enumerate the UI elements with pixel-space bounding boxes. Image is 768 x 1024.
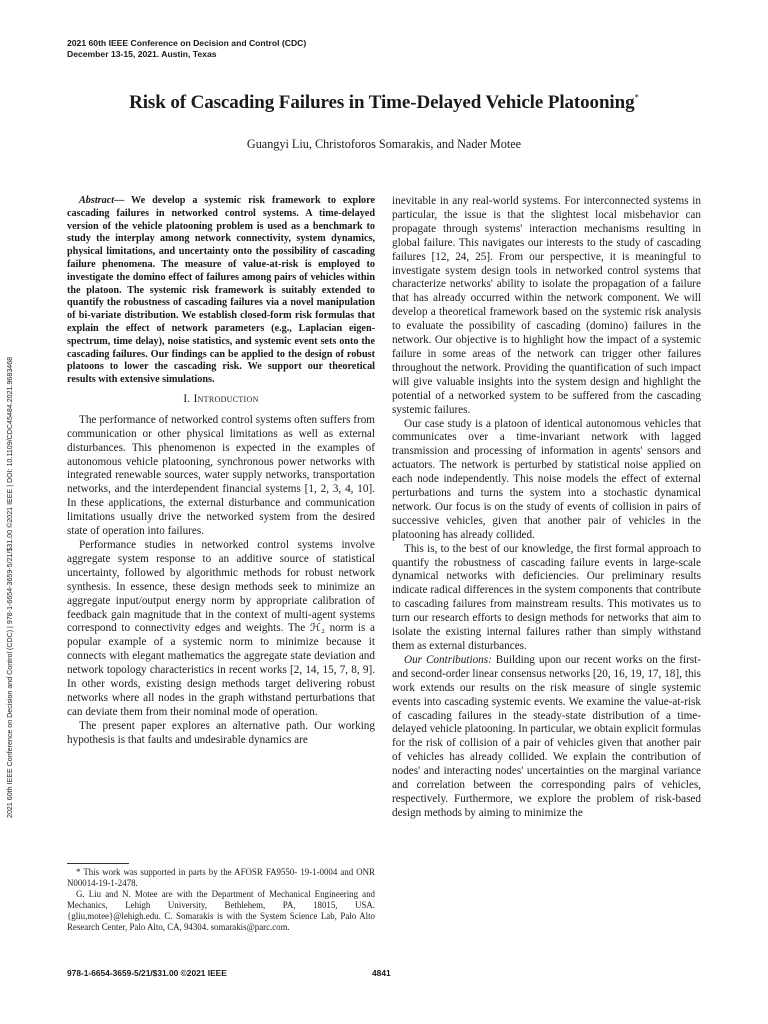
paragraph: This is, to the best of our knowledge, the first formal approach to quantify the robustness of cascading failure events in large-scale dynamical networks with deficiencies. Our preliminary results indicate radical differences in the system components that contribute to cascading failures from mainstream results. This motivates us to turn our research efforts to design methods for networks that aim to isolate the existing internal failures rather than simply withstand them as external disturbances. — [392, 542, 701, 652]
left-column — [67, 195, 375, 748]
abstract-text: — We develop a systemic risk framework to explore cascading failures in networked control systems. A time-delayed version of the vehicle platooning problem is used as a benchmark to study the interplay among network connectivity, system dynamics, physical limitations, and uncertainty onto the possibility of cascading failure phenomena. The measure of value-at-risk is employed to investigate the domino effect of failures among pairs of vehicles within the platoon. The systemic risk framework is suitably extended to quantify the robustness of cascading failures via a novel manipulation of bi-variate distribution. We establish closed-form risk formulas that explain the effect of network parameters (e.g., Laplacian eigen-spectrum, time delay), noise statistics, and systemic event sets onto the cascading failures. Our findings can be applied to the design of robust platoons to lower the cascading risk. We support our theoretical results with extensive simulations. — [67, 195, 375, 386]
section-numeral: I. — [183, 392, 191, 405]
contributions-paragraph — [392, 654, 701, 821]
paragraph: Our case study is a platoon of identical autonomous vehicles that communicates over a time-invariant network with lagged transmission and processing of information in agents' sensors and actuators. The network is perturbed by statistical noise applied on each node independently. This noise models the effect of external perturbations and turns the system into a stochastic dynamical network. Our focus is on the study of events of collision in pairs of successive vehicles, given that another pair of vehicles in the platooning has already collided. — [392, 417, 701, 541]
right-column — [392, 195, 701, 821]
conference-header — [67, 38, 306, 60]
doi-sidebar: 2021 60th IEEE Conference on Decision and Control (CDC) | 978-1-6654-3659-5/21/$31.00 ©2021 IEEE | DOI: 10.1109/CDC45484.2021.9683468 — [6, 356, 14, 818]
section-title: Introduction — [193, 392, 259, 405]
footnotes — [67, 867, 375, 933]
abstract-lead: Abstract — [79, 195, 115, 206]
abstract — [67, 195, 375, 387]
paragraph: The performance of networked control systems often suffers from communication or other physical limitations as well as external disturbances. This phenomenon is expected in the examples of autonomous vehicle platooning, synchronous power networks with integrated renewable sources, water supply networks, transportation networks, and the interdependent financial systems [1, 2, 3, 4, 10]. In these applications, the external disturbance and communication limitations usually drive the networked system from the desired state of operation into failures. — [67, 413, 375, 538]
isbn-footer: 978-1-6654-3659-5/21/$31.00 ©2021 IEEE — [67, 968, 227, 978]
contributions-lead: Our Contributions: — [404, 653, 492, 666]
conference-name: 2021 60th IEEE Conference on Decision and Control (CDC) — [67, 38, 307, 48]
paragraph: Performance studies in networked control systems involve aggregate system response to an additive source of statistical uncertainty, followed by algorithmic methods for robust network synthesis. In essence, these design methods seek to minimize an aggregate input/output energy norm by appropriate calibration of feedback gain magnitude that in the context of multi-agent systems correspond to connectivity edges and weights. The ℋ₂ norm is a popular example of a systemic norm to minimize because it connects with elegant mathematics the aggregate state deviation and network topology characteristics in recent works [2, 14, 15, 7, 8, 9]. In other words, existing design methods target delivering robust networks where all nodes in the graph withstand perturbations that can deviate them from their nominal mode of operation. — [67, 539, 375, 718]
section-heading — [67, 393, 375, 407]
author-list: Guangyi Liu, Christoforos Somarakis, and Nader Motee — [246, 137, 522, 151]
paragraph: inevitable in any real-world systems. For interconnected systems in particular, the issue is that the slightest local misbehavior can propagate through systems' interaction mechanisms resulting in global failure. This navigates our interests to the study of cascading failures [12, 24, 25]. From our perspective, it is meaningful to investigate system design tools in networked control systems that characterize networks' ability to isolate the propagation of a failure that has already occurred within the network component. We will develop a theoretical framework based on the systemic risk analysis to evaluate the possibility of cascading (domino) failures in the network. Our objective is to highlight how the impact of a systemic failure in some areas of the network can trigger other failures throughout the network. Providing the quantification of such impact will give valuable insights into the system design and highlight the potential of a networked system to be suffered from the cascading systemic failures. — [392, 195, 701, 416]
paragraph: The present paper explores an alternative path. Our working hypothesis is that faults and undesirable dynamics are — [67, 719, 375, 746]
page-number: 4841 — [372, 968, 391, 978]
affiliation-footnote: G. Liu and N. Motee are with the Department of Mechanical Engineering and Mechanics, Lehigh University, Bethlehem, PA, 18015, USA. {gliu,motee}@lehigh.edu. C. Somarakis is with the System Science Lab, Palo Alto Research Center, Palo Alto, CA, 94304. somarakis@parc.com. — [67, 889, 375, 932]
conference-dates: December 13-15, 2021. Austin, Texas — [67, 49, 217, 59]
paper-title — [0, 92, 768, 114]
title-footnote-mark: * — [634, 92, 639, 103]
paper-title-text: Risk of Cascading Failures in Time-Delayed Vehicle Platooning — [129, 92, 635, 113]
contributions-text: Building upon our recent works on the first- and second-order linear consensus networks [20, 16, 19, 17, 18], this work extends our results on the risk measure of single systemic events into cascading systemic events. We examine the value-at-risk of cascading failures in the steady-state distribution of a time-delayed vehicle platooning. In particular, we obtain explicit formulas for the risk of collision of a pair of vehicles given that another pair of vehicles has already collided. We explain the contribution of nodes' and interacting nodes' uncertainties on the marginal variance and correlation between the corresponding pairs of vehicles, respectively. Furthermore, we explore the problem of risk-based design methods by aiming to minimize the — [392, 653, 701, 819]
funding-footnote: * This work was supported in parts by the AFOSR FA9550- 19-1-0004 and ONR N00014-19-1-2478. — [67, 867, 375, 888]
footnote-rule — [67, 863, 129, 864]
